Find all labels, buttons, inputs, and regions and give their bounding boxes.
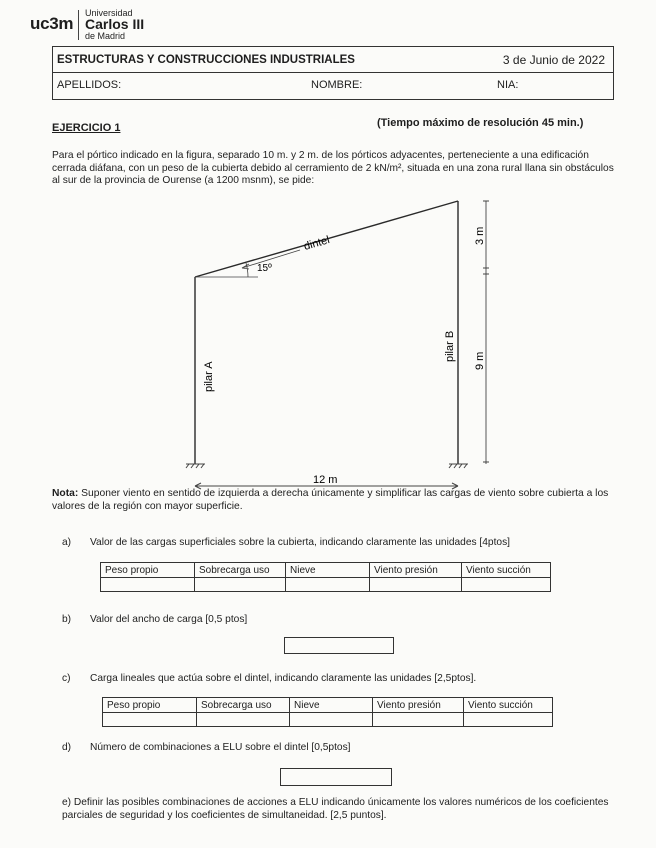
answer-cell[interactable] — [464, 713, 553, 727]
table-answer-row — [101, 578, 551, 592]
table-header: Sobrecarga uso — [197, 698, 290, 713]
exercise-title: EJERCICIO 1 — [52, 122, 121, 134]
table-header-row — [103, 698, 553, 713]
logo-line-2: Carlos III — [85, 16, 145, 32]
exercise-statement: Para el pórtico indicado en la figura, separado 10 m. y 2 m. de los pórticos adyacentes, perteneciente a una edificación cerrada diáfana, con un peso de la cubierta debido al cerramiento de 2 kN/m², situada en una zona rural llana sin obstáculos al sur de la provincia de Ourense (a 1200 msnm), se pide: — [52, 150, 614, 186]
answer-cell[interactable] — [290, 713, 373, 727]
answer-cell[interactable] — [370, 578, 462, 592]
course-title: ESTRUCTURAS Y CONSTRUCCIONES INDUSTRIALES — [57, 54, 355, 66]
table-header: Peso propio — [103, 698, 197, 713]
dimension-3m: 3 m — [474, 226, 486, 245]
answer-box-d[interactable] — [280, 768, 392, 786]
table-header: Viento presión — [370, 563, 462, 578]
table-header: Viento presión — [373, 698, 464, 713]
table-header: Peso propio — [101, 563, 195, 578]
logo-line-3: de Madrid — [85, 31, 126, 41]
question-a-letter: a) — [62, 537, 72, 548]
question-c-text: Carga lineales que actúa sobre el dintel, indicando claramente las unidades [2,5ptos]. — [90, 673, 477, 684]
note-label: Nota: — [52, 488, 79, 499]
table-header: Nieve — [286, 563, 370, 578]
answer-box-b[interactable] — [284, 637, 394, 654]
nombre-label: NOMBRE: — [311, 79, 363, 91]
table-header-row — [101, 563, 551, 578]
angle-label: 15º — [257, 263, 272, 274]
table-header: Sobrecarga uso — [195, 563, 286, 578]
pillar-b-label: pilar B — [444, 330, 456, 362]
question-b-letter: b) — [62, 614, 72, 625]
pillar-a-label: pilar A — [203, 361, 215, 392]
table-answer-row — [103, 713, 553, 727]
answer-cell[interactable] — [462, 578, 551, 592]
question-e-text: e) Definir las posibles combinaciones de acciones a ELU indicando únicamente los valores numéricos de los coeficientes parciales de seguridad y los coeficientes de simultaneidad. [2,5 puntos]. — [62, 797, 609, 821]
linear-loads-table — [102, 697, 553, 727]
note — [52, 487, 618, 513]
table-header: Viento succión — [464, 698, 553, 713]
apellidos-label: APELLIDOS: — [57, 79, 122, 91]
question-d-text: Número de combinaciones a ELU sobre el dintel [0,5ptos] — [90, 742, 351, 753]
question-c-letter: c) — [62, 673, 71, 684]
dimension-12m: 12 m — [313, 474, 338, 486]
beam-label: dintel — [302, 234, 332, 253]
question-a-text: Valor de las cargas superficiales sobre la cubierta, indicando claramente las unidades [4ptos] — [90, 537, 510, 548]
exam-date: 3 de Junio de 2022 — [502, 53, 605, 67]
question-d-letter: d) — [62, 742, 72, 753]
answer-cell[interactable] — [195, 578, 286, 592]
logo-line-1: Universidad — [85, 8, 133, 18]
answer-cell[interactable] — [101, 578, 195, 592]
table-header: Nieve — [290, 698, 373, 713]
note-text: Suponer viento en sentido de izquierda a derecha únicamente y simplificar las cargas de viento sobre cubierta a los valores de la región con mayor superficie. — [52, 488, 609, 512]
table-header: Viento succión — [462, 563, 551, 578]
answer-cell[interactable] — [373, 713, 464, 727]
nia-label: NIA: — [497, 79, 519, 91]
time-limit: (Tiempo máximo de resolución 45 min.) — [377, 117, 584, 129]
dimension-9m: 9 m — [474, 351, 486, 370]
answer-cell[interactable] — [197, 713, 290, 727]
answer-cell[interactable] — [286, 578, 370, 592]
logo-brand: uc3m — [30, 14, 74, 33]
question-b-text: Valor del ancho de carga [0,5 ptos] — [90, 614, 248, 625]
surface-loads-table — [100, 562, 551, 592]
answer-cell[interactable] — [103, 713, 197, 727]
